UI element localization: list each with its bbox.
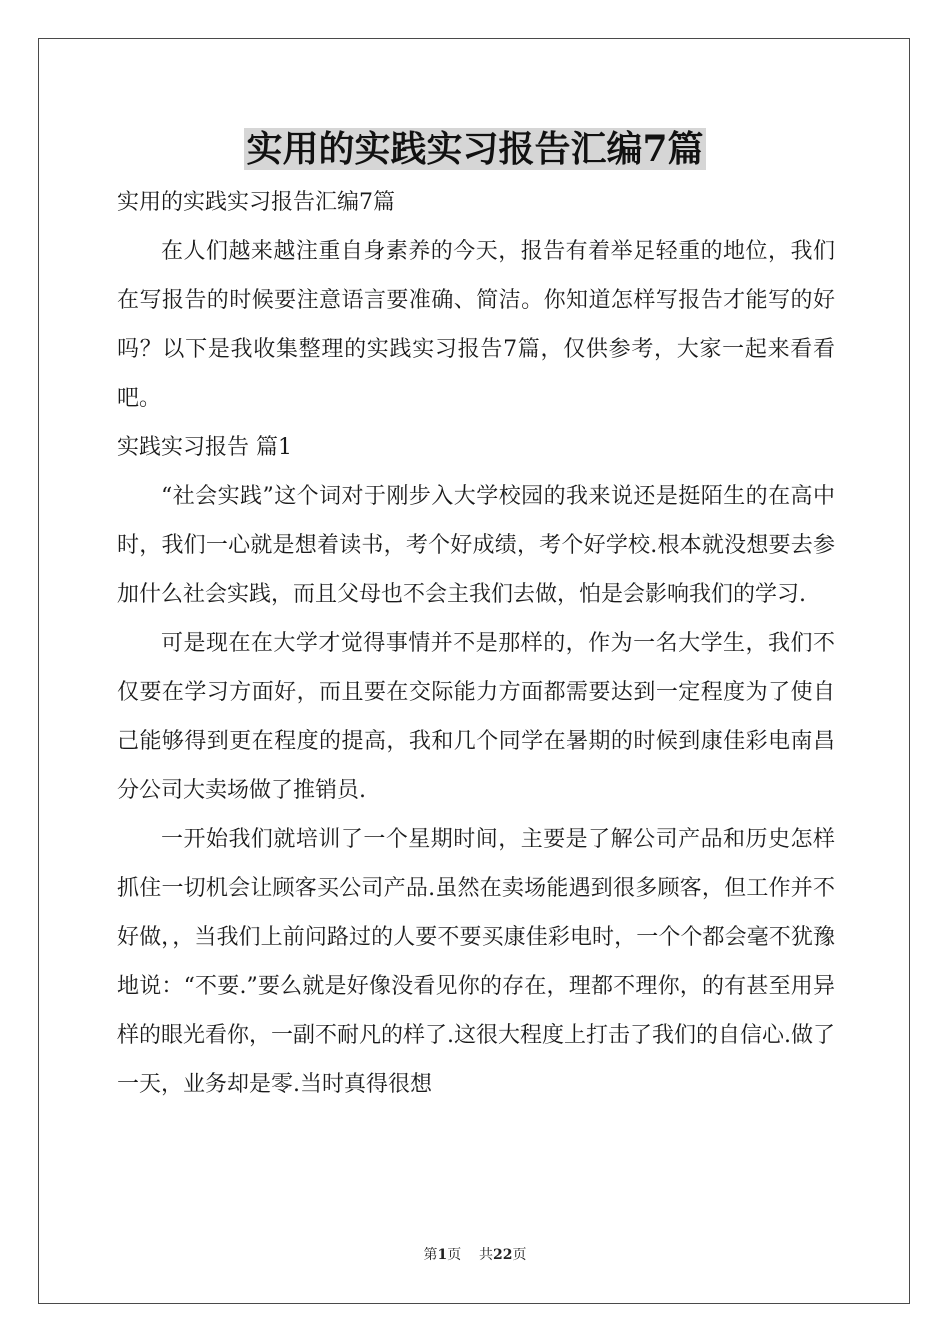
body-paragraph: 可是现在在大学才觉得事情并不是那样的，作为一名大学生，我们不仅要在学习方面好，而且要在交际能力方面都需要达到一定程度为了使自己能够得到更在程度的提高，我和几个同学在暑期的时候到康佳彩电南昌分公司大卖场做了推销员. — [117, 631, 835, 803]
page-prefix: 第 — [423, 1247, 438, 1263]
document-title-text: 实用的实践实习报告汇编7篇 — [246, 128, 704, 170]
total-suffix: 页 — [512, 1247, 527, 1263]
document-body — [117, 178, 835, 1109]
page-footer — [0, 1244, 950, 1264]
total-pages: 22 — [493, 1247, 513, 1263]
body-paragraph: “社会实践”这个词对于刚步入大学校园的我来说还是挺陌生的在高中时，我们一心就是想着读书，考个好成绩，考个好学校.根本就没想要去参加什么社会实践，而且父母也不会主我们去做，怕是会影响我们的学习. — [117, 484, 835, 607]
section-heading: 实践实习报告 篇1 — [117, 435, 292, 460]
page-number: 1 — [437, 1247, 448, 1263]
document-subtitle: 实用的实践实习报告汇编7篇 — [117, 190, 395, 215]
total-prefix: 共 — [479, 1247, 494, 1263]
page-suffix: 页 — [447, 1247, 462, 1263]
document-title — [0, 126, 950, 172]
body-paragraph: 一开始我们就培训了一个星期时间，主要是了解公司产品和历史怎样抓住一切机会让顾客买公司产品.虽然在卖场能遇到很多顾客，但工作并不好做，，当我们上前问路过的人要不要买康佳彩电时，一个个都会毫不犹豫地说：“不要.”要么就是好像没看见你的存在，理都不理你，的有甚至用异样的眼光看你，一副不耐凡的样了.这很大程度上打击了我们的自信心.做了一天，业务却是零.当时真得很想 — [117, 827, 835, 1097]
intro-paragraph: 在人们越来越注重自身素养的今天，报告有着举足轻重的地位，我们在写报告的时候要注意语言要准确、简洁。你知道怎样写报告才能写的好吗？以下是我收集整理的实践实习报告7篇，仅供参考，大家一起来看看吧。 — [117, 239, 835, 411]
